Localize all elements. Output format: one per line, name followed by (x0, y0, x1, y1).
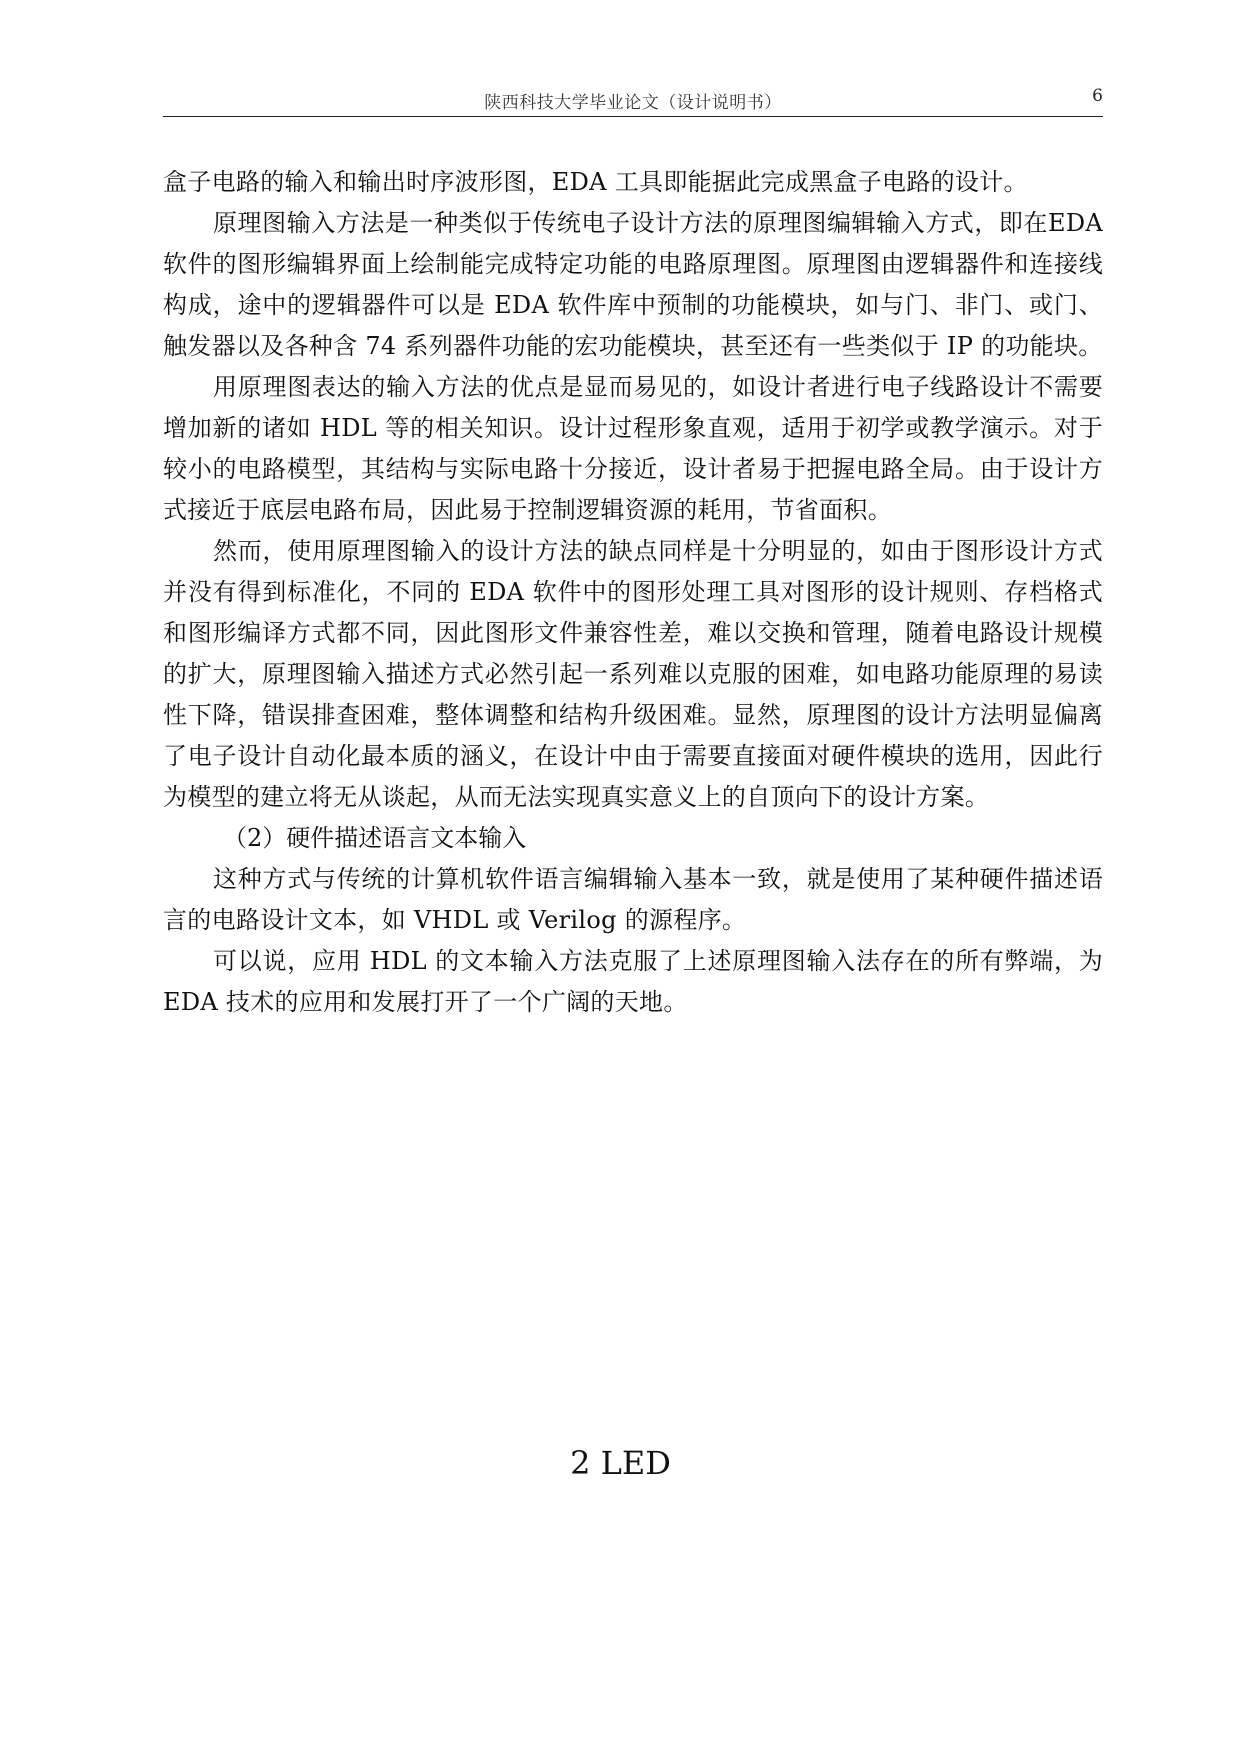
paragraph-schematic-advantages: 用原理图表达的输入方法的优点是显而易见的，如设计者进行电子线路设计不需要增加新的诸如 HDL 等的相关知识。设计过程形象直观，适用于初学或教学演示。对于较小的电路模型，其结构与实际电路十分接近，设计者易于把握电路全局。由于设计方式接近于底层电路布局，因此易于控制逻辑资源的耗用，节省面积。 (163, 373, 1103, 524)
paragraph-hdl-benefits: 可以说，应用 HDL 的文本输入方法克服了上述原理图输入法存在的所有弊端，为EDA 技术的应用和发展打开了一个广阔的天地。 (163, 947, 1103, 1016)
page-header (163, 86, 1103, 117)
paragraph-continuation: 盒子电路的输入和输出时序波形图，EDA 工具即能据此完成黑盒子电路的设计。 (163, 168, 1028, 196)
chapter-title: 2 LED (570, 1444, 671, 1482)
page-number: 6 (1092, 86, 1103, 106)
header-title: 陕西科技大学毕业论文（设计说明书） (484, 93, 782, 113)
paragraph-schematic-input: 原理图输入方法是一种类似于传统电子设计方法的原理图编辑输入方式，即在EDA 软件的图形编辑界面上绘制能完成特定功能的电路原理图。原理图由逻辑器件和连接线构成，途中的逻辑器件可以是 EDA 软件库中预制的功能模块，如与门、非门、或门、触发器以及各种含 74 系列器件功能的宏功能模块，甚至还有一些类似于 IP 的功能块。 (163, 209, 1103, 360)
body-text (163, 162, 1103, 1023)
paragraph-hdl-input: 这种方式与传统的计算机软件语言编辑输入基本一致，就是使用了某种硬件描述语言的电路设计文本，如 VHDL 或 Verilog 的源程序。 (163, 865, 1103, 934)
paragraph-schematic-disadvantages: 然而，使用原理图输入的设计方法的缺点同样是十分明显的，如由于图形设计方式并没有得到标准化，不同的 EDA 软件中的图形处理工具对图形的设计规则、存档格式和图形编译方式都不同，因此图形文件兼容性差，难以交换和管理，随着电路设计规模的扩大，原理图输入描述方式必然引起一系列难以克服的困难，如电路功能原理的易读性下降，错误排查困难，整体调整和结构升级困难。显然，原理图的设计方法明显偏离了电子设计自动化最本质的涵义，在设计中由于需要直接面对硬件模块的选用，因此行为模型的建立将无从谈起，从而无法实现真实意义上的自顶向下的设计方案。 (163, 537, 1103, 811)
subheading-hdl-text-input: （2）硬件描述语言文本输入 (223, 824, 527, 852)
page-number-underline (1063, 108, 1103, 117)
